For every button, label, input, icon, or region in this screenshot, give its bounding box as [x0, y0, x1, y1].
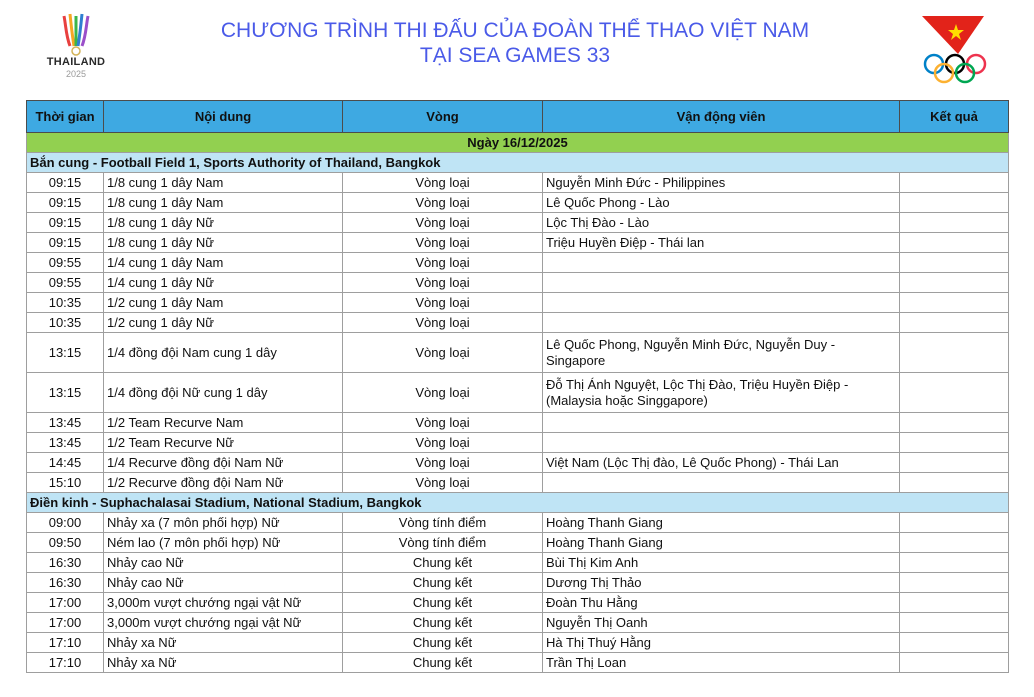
cell-event: 1/4 Recurve đồng đội Nam Nữ — [104, 453, 343, 473]
cell-result — [900, 573, 1009, 593]
cell-event: Nhảy cao Nữ — [104, 553, 343, 573]
cell-round: Vòng loại — [343, 413, 543, 433]
cell-time: 14:45 — [27, 453, 104, 473]
table-row — [27, 533, 1009, 553]
cell-athlete: Bùi Thị Kim Anh — [543, 553, 900, 573]
cell-event: 1/4 đồng đội Nam cung 1 dây — [104, 333, 343, 373]
table-row — [27, 213, 1009, 233]
table-row — [27, 233, 1009, 253]
cell-event: 1/2 cung 1 dây Nữ — [104, 313, 343, 333]
cell-time: 09:15 — [27, 193, 104, 213]
cell-event: 1/2 Team Recurve Nam — [104, 413, 343, 433]
cell-athlete: Dương Thị Thảo — [543, 573, 900, 593]
table-row — [27, 593, 1009, 613]
cell-result — [900, 513, 1009, 533]
cell-round: Vòng loại — [343, 193, 543, 213]
cell-time: 13:45 — [27, 413, 104, 433]
logo-year-text: 2025 — [65, 69, 87, 79]
schedule-body — [27, 133, 1009, 673]
cell-round: Chung kết — [343, 593, 543, 613]
sea-games-logo — [36, 12, 116, 82]
cell-event: 1/8 cung 1 dây Nữ — [104, 233, 343, 253]
cell-result — [900, 433, 1009, 453]
table-row — [27, 313, 1009, 333]
cell-result — [900, 233, 1009, 253]
cell-time: 16:30 — [27, 553, 104, 573]
column-header-athlete: Vận động viên — [543, 101, 900, 133]
cell-round: Vòng loại — [343, 293, 543, 313]
cell-athlete: Nguyễn Minh Đức - Philippines — [543, 173, 900, 193]
cell-result — [900, 253, 1009, 273]
table-row — [27, 633, 1009, 653]
cell-result — [900, 533, 1009, 553]
cell-event: 1/2 Recurve đồng đội Nam Nữ — [104, 473, 343, 493]
cell-time: 10:35 — [27, 293, 104, 313]
cell-athlete: Lộc Thị Đào - Lào — [543, 213, 900, 233]
cell-event: Nhảy xa Nữ — [104, 633, 343, 653]
cell-time: 09:15 — [27, 233, 104, 253]
cell-event: 1/8 cung 1 dây Nam — [104, 193, 343, 213]
cell-result — [900, 333, 1009, 373]
table-row — [27, 553, 1009, 573]
cell-round: Vòng loại — [343, 433, 543, 453]
cell-athlete — [543, 293, 900, 313]
cell-time: 15:10 — [27, 473, 104, 493]
cell-round: Vòng loại — [343, 273, 543, 293]
table-header-row — [27, 101, 1009, 133]
cell-athlete: Đỗ Thị Ánh Nguyệt, Lộc Thị Đào, Triệu Huyền Điệp - (Malaysia hoặc Singgapore) — [543, 373, 900, 413]
cell-time: 09:50 — [27, 533, 104, 553]
table-row — [27, 273, 1009, 293]
cell-event: Nhảy cao Nữ — [104, 573, 343, 593]
cell-time: 09:55 — [27, 273, 104, 293]
cell-athlete — [543, 433, 900, 453]
cell-event: Ném lao (7 môn phối hợp) Nữ — [104, 533, 343, 553]
table-row — [27, 613, 1009, 633]
cell-result — [900, 213, 1009, 233]
table-row — [27, 333, 1009, 373]
vietnam-olympic-icon — [918, 14, 994, 84]
logo-country-text: THAILAND — [46, 56, 106, 68]
column-header-round: Vòng — [343, 101, 543, 133]
cell-athlete — [543, 313, 900, 333]
cell-round: Chung kết — [343, 613, 543, 633]
cell-event: 1/8 cung 1 dây Nam — [104, 173, 343, 193]
cell-event: 1/2 Team Recurve Nữ — [104, 433, 343, 453]
cell-result — [900, 653, 1009, 673]
cell-time: 16:30 — [27, 573, 104, 593]
cell-athlete — [543, 253, 900, 273]
cell-time: 17:00 — [27, 593, 104, 613]
table-row — [27, 293, 1009, 313]
cell-result — [900, 173, 1009, 193]
venue-row — [27, 493, 1009, 513]
cell-time: 17:10 — [27, 633, 104, 653]
cell-event: 3,000m vượt chướng ngại vật Nữ — [104, 613, 343, 633]
cell-result — [900, 373, 1009, 413]
venue-row — [27, 153, 1009, 173]
column-header-event: Nội dung — [104, 101, 343, 133]
cell-athlete — [543, 473, 900, 493]
table-row — [27, 173, 1009, 193]
cell-round: Vòng loại — [343, 453, 543, 473]
cell-time: 13:45 — [27, 433, 104, 453]
cell-round: Vòng loại — [343, 213, 543, 233]
olympic-committee-logo — [918, 14, 994, 84]
cell-event: 1/8 cung 1 dây Nữ — [104, 213, 343, 233]
cell-result — [900, 413, 1009, 433]
title-line-1: CHƯƠNG TRÌNH THI ĐẤU CỦA ĐOÀN THỂ THAO VIỆT NAM — [220, 19, 810, 42]
cell-athlete: Việt Nam (Lộc Thị đào, Lê Quốc Phong) - Thái Lan — [543, 453, 900, 473]
cell-time: 09:55 — [27, 253, 104, 273]
cell-event: 1/4 cung 1 dây Nữ — [104, 273, 343, 293]
table-row — [27, 373, 1009, 413]
cell-athlete: Hoàng Thanh Giang — [543, 533, 900, 553]
cell-event: 3,000m vượt chướng ngại vật Nữ — [104, 593, 343, 613]
cell-round: Vòng loại — [343, 233, 543, 253]
date-row — [27, 133, 1009, 153]
cell-athlete: Đoàn Thu Hằng — [543, 593, 900, 613]
cell-round: Chung kết — [343, 633, 543, 653]
cell-time: 09:15 — [27, 173, 104, 193]
cell-result — [900, 193, 1009, 213]
table-row — [27, 653, 1009, 673]
cell-round: Vòng loại — [343, 253, 543, 273]
cell-athlete: Nguyễn Thị Oanh — [543, 613, 900, 633]
venue-label: Bắn cung - Football Field 1, Sports Authority of Thailand, Bangkok — [27, 153, 1009, 173]
cell-result — [900, 273, 1009, 293]
column-header-result: Kết quả — [900, 101, 1009, 133]
cell-round: Vòng loại — [343, 373, 543, 413]
table-row — [27, 453, 1009, 473]
cell-round: Vòng loại — [343, 173, 543, 193]
cell-round: Chung kết — [343, 653, 543, 673]
cell-athlete: Lê Quốc Phong, Nguyễn Minh Đức, Nguyễn Duy - Singapore — [543, 333, 900, 373]
table-row — [27, 513, 1009, 533]
cell-result — [900, 453, 1009, 473]
venue-label: Điền kinh - Suphachalasai Stadium, National Stadium, Bangkok — [27, 493, 1009, 513]
table-row — [27, 473, 1009, 493]
cell-time: 17:10 — [27, 653, 104, 673]
cell-athlete — [543, 273, 900, 293]
flame-emblem-icon — [36, 12, 116, 58]
table-row — [27, 193, 1009, 213]
cell-event: Nhảy xa (7 môn phối hợp) Nữ — [104, 513, 343, 533]
table-row — [27, 253, 1009, 273]
cell-result — [900, 293, 1009, 313]
cell-round: Chung kết — [343, 573, 543, 593]
cell-round: Chung kết — [343, 553, 543, 573]
date-label: Ngày 16/12/2025 — [27, 133, 1009, 153]
cell-result — [900, 553, 1009, 573]
cell-round: Vòng loại — [343, 473, 543, 493]
cell-athlete: Lê Quốc Phong - Lào — [543, 193, 900, 213]
cell-round: Vòng loại — [343, 313, 543, 333]
cell-round: Vòng tính điểm — [343, 533, 543, 553]
cell-result — [900, 313, 1009, 333]
cell-result — [900, 613, 1009, 633]
cell-result — [900, 633, 1009, 653]
page-title — [120, 18, 910, 68]
cell-round: Vòng tính điểm — [343, 513, 543, 533]
cell-event: 1/4 cung 1 dây Nam — [104, 253, 343, 273]
cell-event: Nhảy xa Nữ — [104, 653, 343, 673]
cell-result — [900, 593, 1009, 613]
cell-time: 13:15 — [27, 333, 104, 373]
cell-time: 09:00 — [27, 513, 104, 533]
cell-athlete: Triệu Huyền Điệp - Thái lan — [543, 233, 900, 253]
cell-result — [900, 473, 1009, 493]
cell-athlete: Hoàng Thanh Giang — [543, 513, 900, 533]
cell-time: 13:15 — [27, 373, 104, 413]
schedule-table — [26, 100, 1009, 673]
cell-athlete — [543, 413, 900, 433]
table-row — [27, 433, 1009, 453]
cell-athlete: Hà Thị Thuý Hằng — [543, 633, 900, 653]
column-header-time: Thời gian — [27, 101, 104, 133]
cell-round: Vòng loại — [343, 333, 543, 373]
cell-event: 1/4 đồng đội Nữ cung 1 dây — [104, 373, 343, 413]
table-row — [27, 573, 1009, 593]
cell-event: 1/2 cung 1 dây Nam — [104, 293, 343, 313]
title-line-2: TẠI SEA GAMES 33 — [419, 44, 611, 67]
cell-time: 10:35 — [27, 313, 104, 333]
cell-time: 09:15 — [27, 213, 104, 233]
cell-time: 17:00 — [27, 613, 104, 633]
table-row — [27, 413, 1009, 433]
cell-athlete: Trần Thị Loan — [543, 653, 900, 673]
